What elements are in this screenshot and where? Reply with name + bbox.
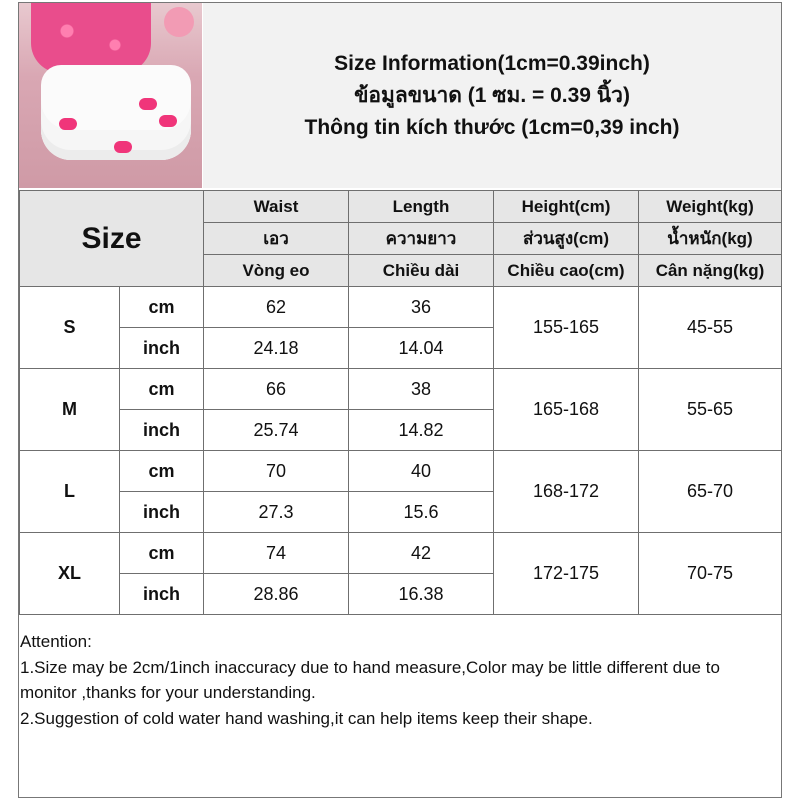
title-english: Size Information(1cm=0.39inch) xyxy=(334,51,650,75)
note-1: 1.Size may be 2cm/1inch inaccuracy due to hand measure,Color may be little different due to monitor ,thanks for your understanding. xyxy=(20,657,720,702)
size-table xyxy=(19,190,782,615)
unit-inch: inch xyxy=(120,492,204,533)
col-weight-en: Weight(kg) xyxy=(639,191,782,223)
col-weight-th: น้ำหนัก(kg) xyxy=(639,223,782,255)
col-waist-en: Waist xyxy=(204,191,349,223)
table-row xyxy=(20,287,782,328)
bow-decoration xyxy=(114,141,132,153)
weight-value: 70-75 xyxy=(639,533,782,615)
waist-inch-value: 28.86 xyxy=(204,574,349,615)
col-length-th: ความยาว xyxy=(349,223,494,255)
attention-notes xyxy=(20,629,780,731)
length-cm-value: 42 xyxy=(349,533,494,574)
unit-cm: cm xyxy=(120,533,204,574)
weight-value: 65-70 xyxy=(639,451,782,533)
waist-cm-value: 74 xyxy=(204,533,349,574)
title-thai: ข้อมูลขนาด (1 ซม. = 0.39 นิ้ว) xyxy=(354,83,630,107)
col-weight-vi: Cân nặng(kg) xyxy=(639,255,782,287)
unit-inch: inch xyxy=(120,574,204,615)
unit-inch: inch xyxy=(120,410,204,451)
weight-value: 45-55 xyxy=(639,287,782,369)
waist-inch-value: 25.74 xyxy=(204,410,349,451)
table-row xyxy=(20,451,782,492)
waist-inch-value: 24.18 xyxy=(204,328,349,369)
unit-inch: inch xyxy=(120,328,204,369)
height-value: 168-172 xyxy=(494,451,639,533)
note-2: 2.Suggestion of cold water hand washing,it can help items keep their shape. xyxy=(20,708,593,728)
table-row xyxy=(20,369,782,410)
notes-heading: Attention: xyxy=(20,632,92,651)
table-row xyxy=(20,533,782,574)
waist-inch-value: 27.3 xyxy=(204,492,349,533)
col-height-th: ส่วนสูง(cm) xyxy=(494,223,639,255)
unit-cm: cm xyxy=(120,451,204,492)
heart-decoration xyxy=(164,7,194,37)
header-row-english xyxy=(20,191,782,223)
bow-decoration xyxy=(139,98,157,110)
col-height-vi: Chiều cao(cm) xyxy=(494,255,639,287)
length-cm-value: 40 xyxy=(349,451,494,492)
size-header: Size xyxy=(20,191,204,287)
col-height-en: Height(cm) xyxy=(494,191,639,223)
size-label: L xyxy=(20,451,120,533)
length-inch-value: 16.38 xyxy=(349,574,494,615)
size-label: M xyxy=(20,369,120,451)
length-inch-value: 15.6 xyxy=(349,492,494,533)
waist-cm-value: 70 xyxy=(204,451,349,492)
unit-cm: cm xyxy=(120,369,204,410)
size-label: S xyxy=(20,287,120,369)
length-cm-value: 36 xyxy=(349,287,494,328)
col-waist-vi: Vòng eo xyxy=(204,255,349,287)
length-cm-value: 38 xyxy=(349,369,494,410)
height-value: 172-175 xyxy=(494,533,639,615)
bow-decoration xyxy=(59,118,77,130)
product-photo xyxy=(19,3,202,188)
unit-cm: cm xyxy=(120,287,204,328)
pink-top-image xyxy=(31,3,151,73)
col-length-en: Length xyxy=(349,191,494,223)
length-inch-value: 14.82 xyxy=(349,410,494,451)
title-vietnamese: Thông tin kích thước (1cm=0,39 inch) xyxy=(304,115,680,139)
height-value: 165-168 xyxy=(494,369,639,451)
col-length-vi: Chiều dài xyxy=(349,255,494,287)
length-inch-value: 14.04 xyxy=(349,328,494,369)
col-waist-th: เอว xyxy=(204,223,349,255)
size-label: XL xyxy=(20,533,120,615)
waist-cm-value: 66 xyxy=(204,369,349,410)
waist-cm-value: 62 xyxy=(204,287,349,328)
height-value: 155-165 xyxy=(494,287,639,369)
bow-decoration xyxy=(159,115,177,127)
title-block xyxy=(203,3,781,188)
weight-value: 55-65 xyxy=(639,369,782,451)
